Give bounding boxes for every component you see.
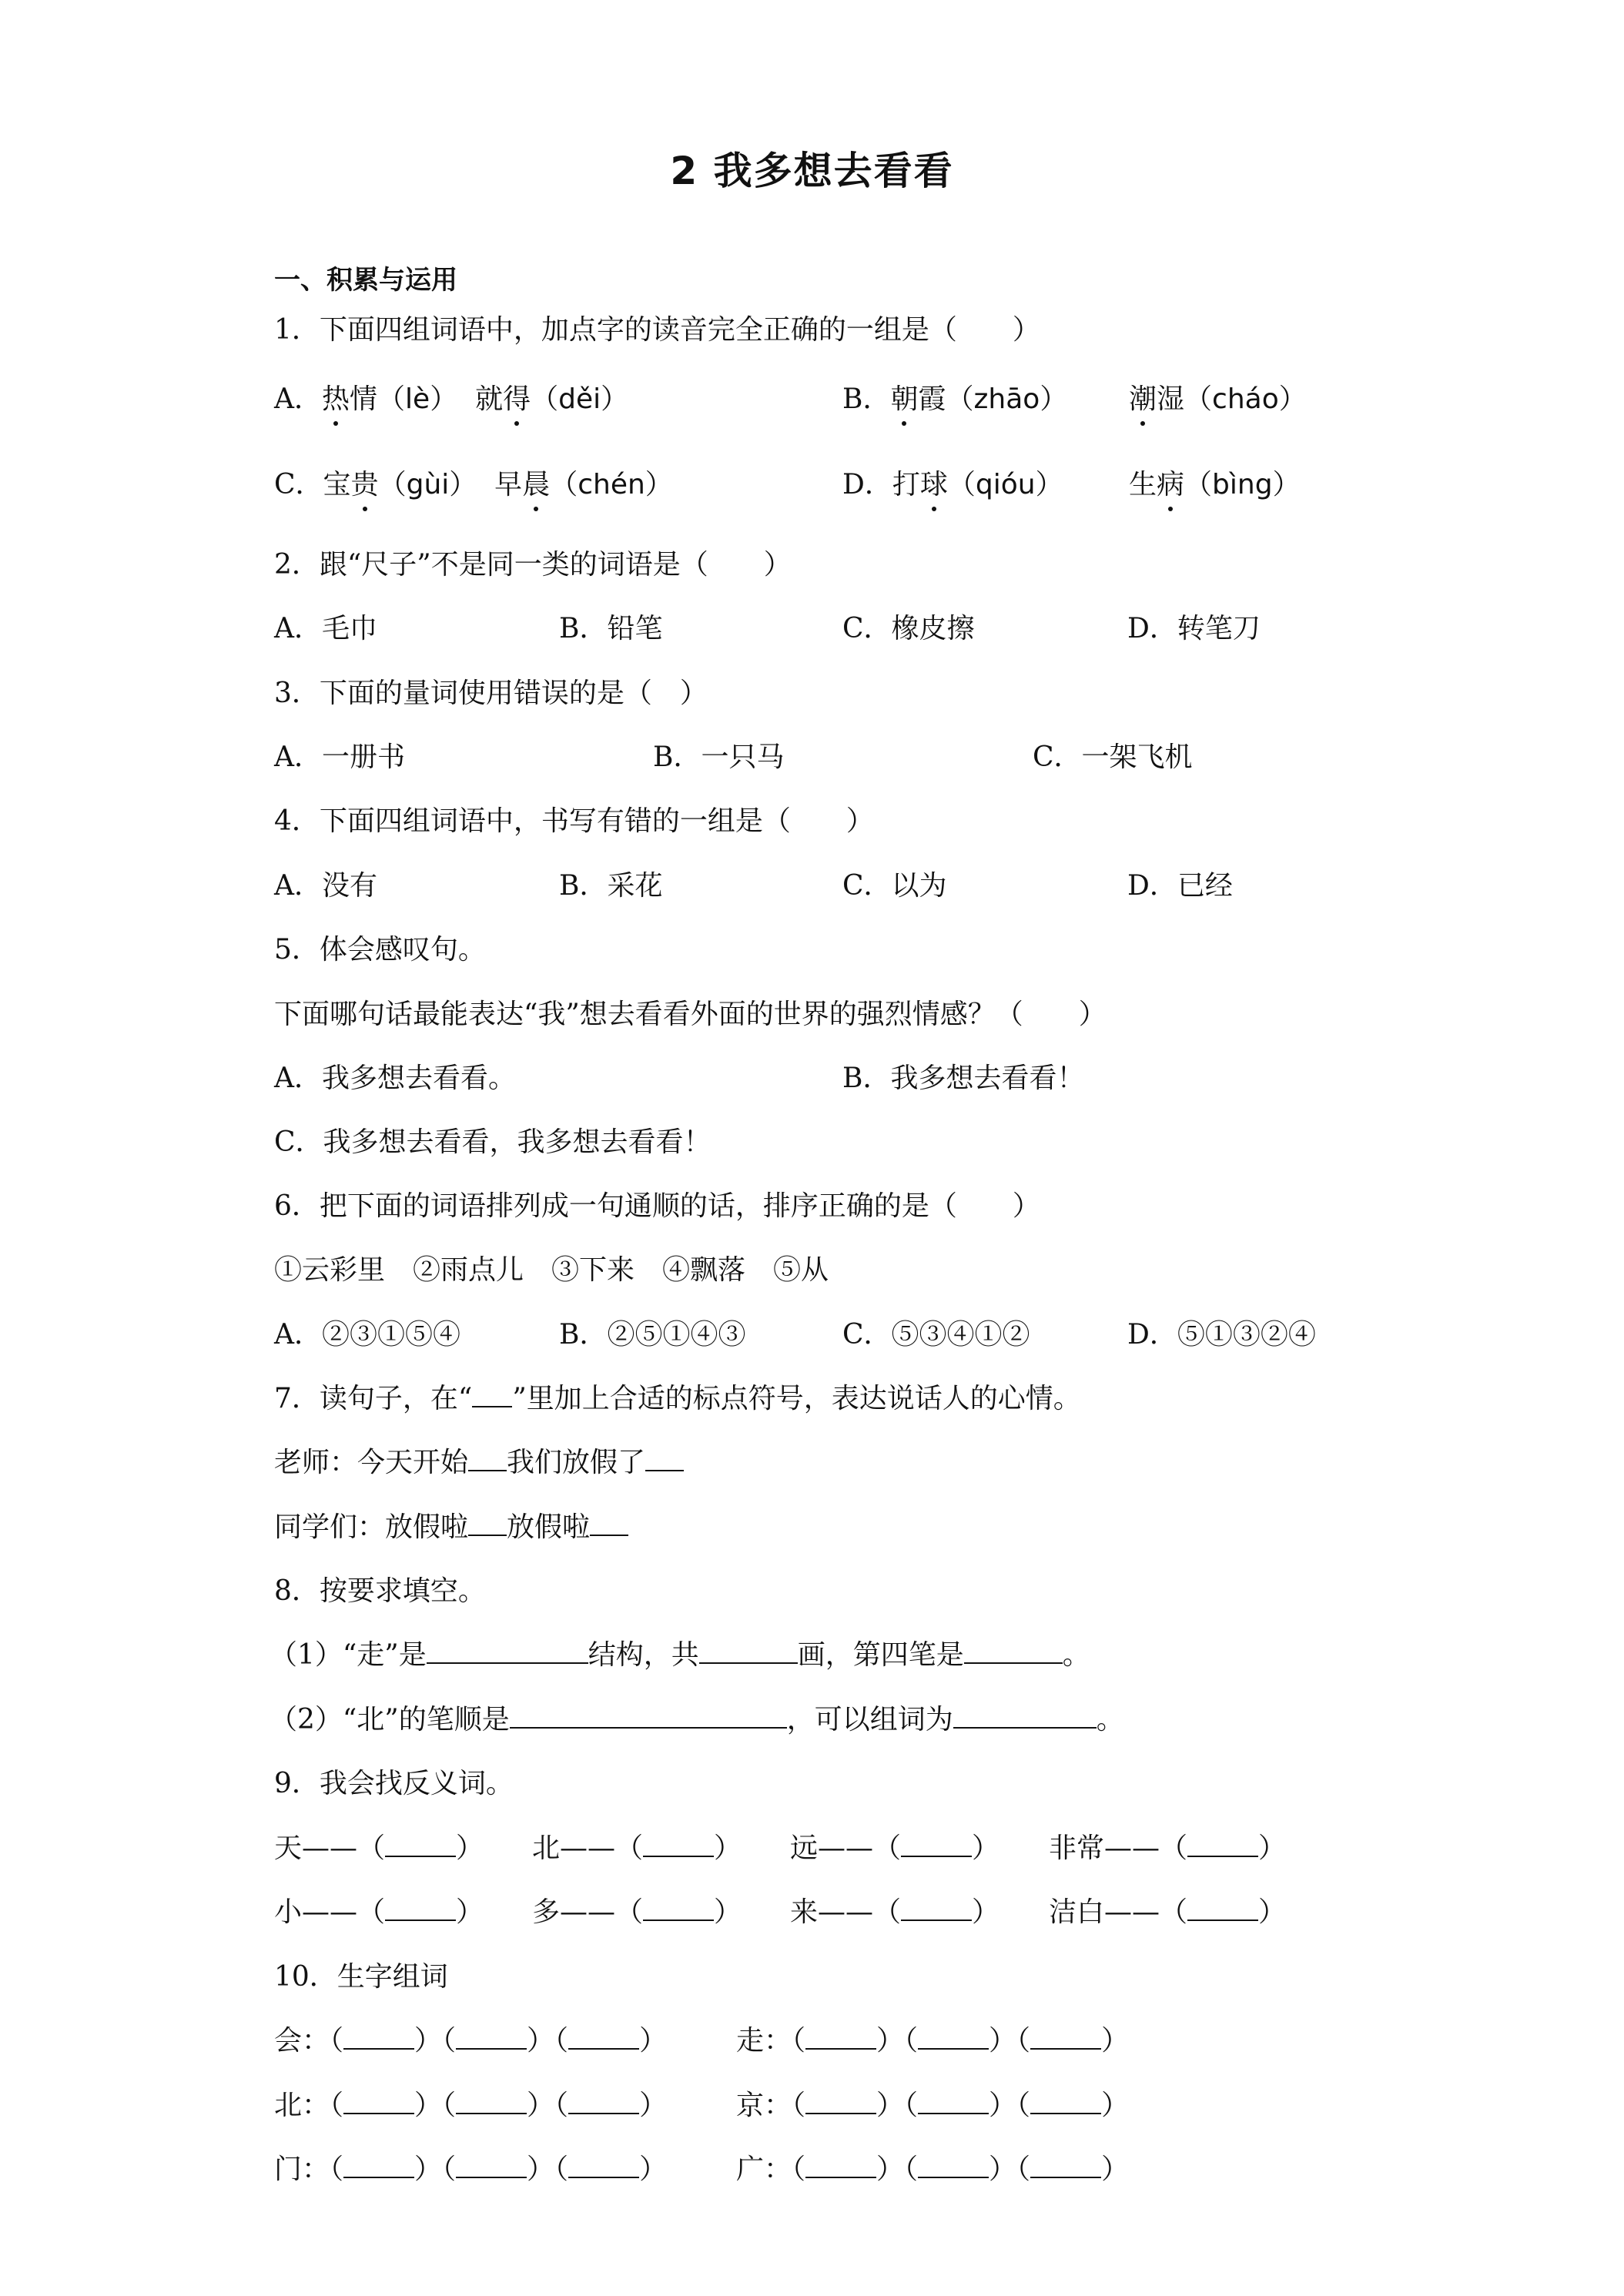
q1-option-d[interactable]: D．打球（qióu） [842,463,1063,502]
page-title: 2 我多想去看看 [670,149,954,193]
q1-option-b[interactable]: B．朝霞（zhāo） [842,377,1067,417]
q1-option-b-word2: 潮湿（cháo） [1129,377,1307,417]
q10-char-group: 会：（ ）（ ）（ ） [274,2019,667,2058]
q10-blank[interactable] [805,2150,876,2178]
blank-sample [472,1380,512,1407]
q8-blank-word[interactable] [953,1701,1097,1729]
q10-char-group: 走：（ ）（ ）（ ） [736,2019,1129,2058]
q3-stem: 3．下面的量词使用错误的是（ ） [274,678,708,709]
q10-blank[interactable] [343,2087,414,2114]
q3-option-a[interactable]: A．一册书 [274,741,405,773]
q7-blank-2[interactable] [645,1444,684,1471]
q9-item: 北——（ ） [532,1826,742,1866]
q7-line2: 同学们：放假啦 放假啦 [274,1505,628,1545]
q10-blank[interactable] [568,2022,639,2050]
q6-option-b[interactable]: B．②⑤①④③ [559,1319,746,1350]
q1-stem: 1．下面四组词语中，加点字的读音完全正确的一组是（ ） [274,314,1040,346]
q2-option-b[interactable]: B．铅笔 [559,613,663,644]
q8-blank-strokes[interactable] [699,1636,798,1664]
q10-blank[interactable] [1030,2022,1101,2050]
q6-stem: 6．把下面的词语排列成一句通顺的话，排序正确的是（ ） [274,1190,1040,1222]
q5-stem: 5．体会感叹句。 [274,934,486,966]
q9-blank[interactable] [1187,1829,1258,1857]
q9-item: 小——（ ） [274,1890,484,1930]
q10-blank[interactable] [343,2150,414,2178]
q9-blank[interactable] [385,1893,456,1921]
q10-char-group: 京：（ ）（ ）（ ） [736,2083,1129,2123]
q7-stem: 7．读句子，在“ ”里加上合适的标点符号，表达说话人的心情。 [274,1377,1081,1416]
q3-option-b[interactable]: B．一只马 [653,741,785,773]
q6-option-c[interactable]: C．⑤③④①② [842,1319,1030,1350]
q10-blank[interactable] [805,2022,876,2050]
q2-stem: 2．跟“尺子”不是同一类的词语是（ ） [274,549,792,581]
q5-option-c[interactable]: C．我多想去看看，我多想去看看！ [274,1126,712,1158]
q2-option-c[interactable]: C．橡皮擦 [842,613,975,644]
q6-option-a[interactable]: A．②③①⑤④ [274,1319,460,1350]
q10-blank[interactable] [456,2022,527,2050]
q10-blank[interactable] [456,2150,527,2178]
q2-option-a[interactable]: A．毛巾 [274,613,377,644]
q9-blank[interactable] [643,1829,714,1857]
q9-stem: 9．我会找反义词。 [274,1768,514,1799]
q10-blank[interactable] [918,2087,989,2114]
q4-option-c[interactable]: C．以为 [842,870,947,902]
q9-blank[interactable] [385,1829,456,1857]
q9-item: 多——（ ） [532,1890,742,1930]
q9-blank[interactable] [901,1829,972,1857]
q8-blank-structure[interactable] [427,1636,588,1664]
q7-blank-3[interactable] [468,1508,507,1536]
q9-item: 洁白——（ ） [1049,1890,1286,1930]
q6-word-list: ①云彩里 ②雨点儿 ③下来 ④飘落 ⑤从 [274,1254,829,1286]
q10-char-group: 广：（ ）（ ）（ ） [736,2147,1129,2187]
q10-blank[interactable] [343,2022,414,2050]
q7-line1: 老师：今天开始 我们放假了 [274,1441,684,1480]
q5-subquestion: 下面哪句话最能表达“我”想去看看外面的世界的强烈情感？（ ） [274,999,1107,1030]
q10-blank[interactable] [1030,2150,1101,2178]
q9-item: 天——（ ） [274,1826,484,1866]
q10-blank[interactable] [456,2087,527,2114]
q1-option-d-word2: 生病（bìng） [1129,463,1301,502]
q9-item: 远——（ ） [790,1826,1000,1866]
q3-option-c[interactable]: C．一架飞机 [1033,741,1193,773]
q10-blank[interactable] [1030,2087,1101,2114]
q9-blank[interactable] [1187,1893,1258,1921]
q9-blank[interactable] [901,1893,972,1921]
q4-option-d[interactable]: D．已经 [1127,870,1233,902]
q10-blank[interactable] [918,2150,989,2178]
q2-option-d[interactable]: D．转笔刀 [1127,613,1261,644]
q10-blank[interactable] [568,2087,639,2114]
q4-option-b[interactable]: B．采花 [559,870,663,902]
q8-blank-stroke-order[interactable] [510,1701,787,1729]
q4-option-a[interactable]: A．没有 [274,870,377,902]
q5-option-b[interactable]: B．我多想去看看！ [842,1063,1085,1094]
q10-char-group: 门：（ ）（ ）（ ） [274,2147,667,2187]
q10-blank[interactable] [568,2150,639,2178]
q1-option-a[interactable]: A．热情（lè） 就得（děi） [274,377,628,417]
q7-blank-1[interactable] [468,1444,507,1471]
q10-blank[interactable] [918,2022,989,2050]
q8-blank-fourth-stroke[interactable] [964,1636,1063,1664]
q7-blank-4[interactable] [590,1508,628,1536]
q6-option-d[interactable]: D．⑤①③②④ [1127,1319,1316,1350]
q10-stem: 10．生字组词 [274,1961,448,1993]
q9-item: 非常——（ ） [1049,1826,1286,1866]
q9-blank[interactable] [643,1893,714,1921]
q8-line1: （1）“走”是 结构，共 画，第四笔是 。 [270,1633,1090,1672]
q1-option-c[interactable]: C．宝贵（gùi） 早晨（chén） [274,463,673,502]
q9-item: 来——（ ） [790,1890,1000,1930]
section-heading: 一、积累与运用 [274,265,457,296]
q10-blank[interactable] [805,2087,876,2114]
q10-char-group: 北：（ ）（ ）（ ） [274,2083,667,2123]
q5-option-a[interactable]: A．我多想去看看。 [274,1063,516,1094]
q8-stem: 8．按要求填空。 [274,1575,486,1607]
q4-stem: 4．下面四组词语中，书写有错的一组是（ ） [274,805,874,837]
q8-line2: （2）“北”的笔顺是 ，可以组词为 。 [270,1698,1124,1737]
